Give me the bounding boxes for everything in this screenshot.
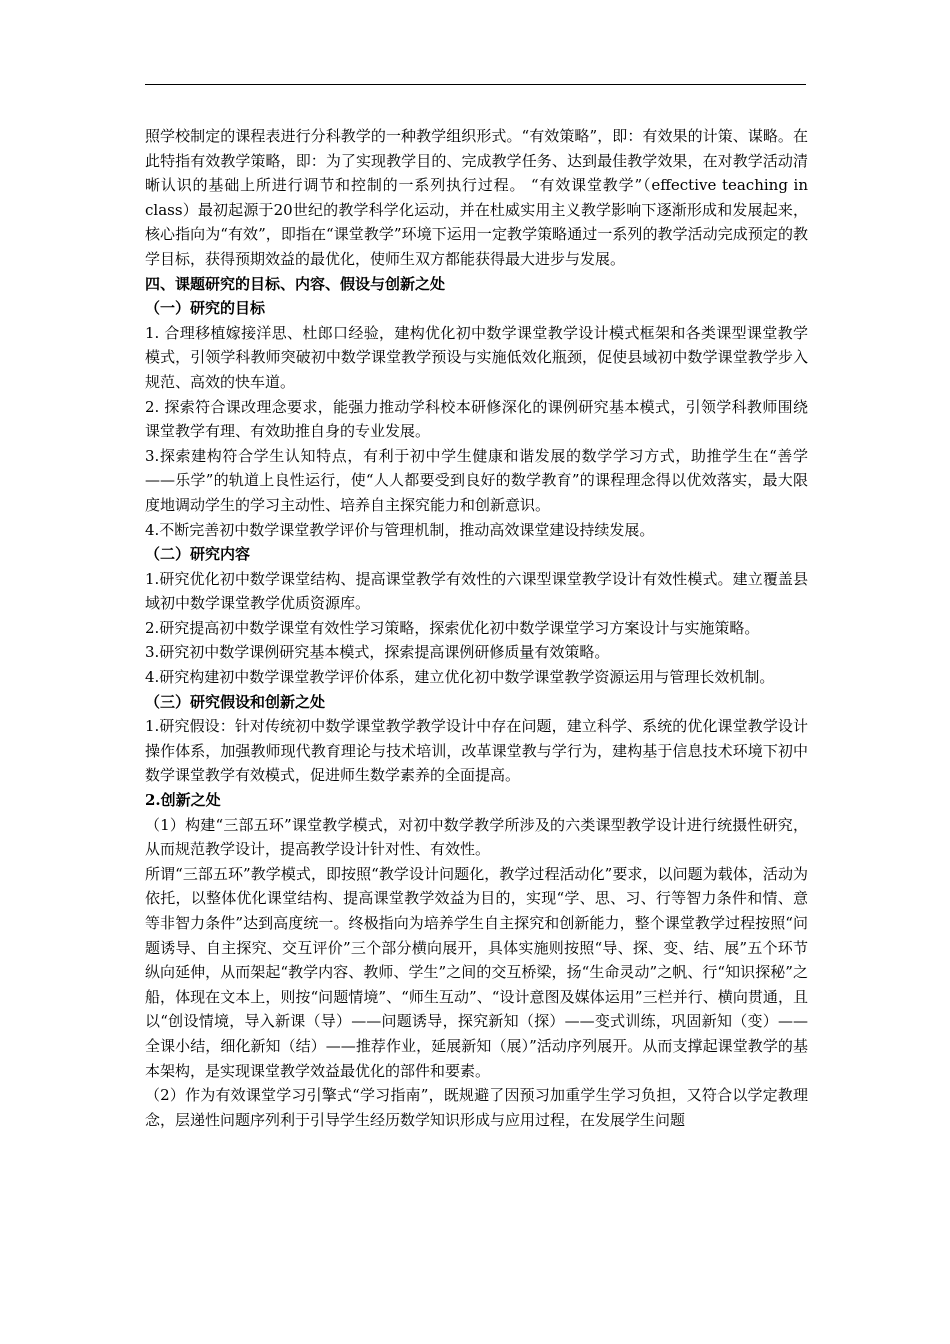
paragraph: 2. 探索符合课改理念要求，能强力推动学科校本研修深化的课例研究基本模式，引领学科教师围绕课堂教学有理、有效助推自身的专业发展。: [145, 397, 808, 441]
paragraph: 1.研究优化初中数学课堂结构、提高课堂教学有效性的六课型课堂教学设计有效性模式。建立覆盖县域初中数学课堂教学优质资源库。: [145, 569, 808, 613]
paragraph: 照学校制定的课程表进行分科教学的一种教学组织形式。“有效策略”，即：有效果的计策、谋略。在此特指有效教学策略，即：为了实现教学目的、完成教学任务、达到最佳教学效果，在对教学活动清晰认识的基础上所进行调节和控制的一系列执行过程。 “有效课堂教学”（effective teaching in class）最初起源于20世纪的教学科学化运动，并在杜威实用主义教学影响下逐渐形成和发展起来，核心指向为“有效”，即指在“课堂教学”环境下运用一定教学策略通过一系列的教学活动完成预定的教学目标，获得预期效益的最优化，使师生双方都能获得最大进步与发展。: [145, 127, 808, 268]
paragraph: 1. 合理移植嫁接洋思、杜郎口经验，建构优化初中数学课堂教学设计模式框架和各类课型课堂教学模式，引领学科教师突破初中数学课堂教学预设与实施低效化瓶颈，促使县域初中数学课堂教学步入规范、高效的快车道。: [145, 323, 808, 391]
paragraph: 所谓“三部五环”教学模式，即按照“教学设计问题化，教学过程活动化”要求，以问题为载体，活动为依托，以整体优化课堂结构、提高课堂教学效益为目的，实现“学、思、习、行等智力条件和情、意等非智力条件”达到高度统一。终极指向为培养学生自主探究和创新能力，整个课堂教学过程按照“问题诱导、自主探究、交互评价”三个部分横向展开，具体实施则按照“导、探、变、结、展”五个环节纵向延伸，从而架起“教学内容、教师、学生”之间的交互桥梁，扬“生命灵动”之帆、行“知识探秘”之船，体现在文本上，则按“问题情境”、“师生互动”、“设计意图及媒体运用”三栏并行、横向贯通，且以“创设情境，导入新课（导）——问题诱导，探究新知（探）——变式训练，巩固新知（变）——全课小结，细化新知（结）——推荐作业，延展新知（展）”活动序列展开。从而支撑起课堂教学的基本架构，是实现课堂教学效益最优化的部件和要素。: [145, 864, 808, 1080]
paragraph: 4.不断完善初中数学课堂教学评价与管理机制，推动高效课堂建设持续发展。: [145, 520, 655, 539]
paragraph: （1）构建“三部五环”课堂教学模式，对初中数学教学所涉及的六类课型教学设计进行统摄性研究，从而规范教学设计，提高教学设计针对性、有效性。: [145, 815, 808, 859]
paragraph: 1.研究假设：针对传统初中数学课堂教学教学设计中存在问题，建立科学、系统的优化课堂教学设计操作体系，加强教师现代教育理论与技术培训，改革课堂教与学行为，建构基于信息技术环境下初中数学课堂教学有效模式，促进师生数学素养的全面提高。: [145, 717, 808, 785]
paragraph: 3.研究初中数学课例研究基本模式，探索提高课例研修质量有效策略。: [145, 643, 610, 662]
paragraph: 3.探索建构符合学生认知特点，有利于初中学生健康和谐发展的数学学习方式，助推学生在“善学——乐学”的轨道上良性运行，使“人人都要受到良好的数学教育”的课程理念得以优效落实，最大限度地调动学生的学习主动性、培养自主探究能力和创新意识。: [145, 446, 808, 514]
subsection-heading: （一）研究的目标: [145, 299, 266, 318]
section-heading: 2.创新之处: [145, 791, 221, 810]
section-heading: 四、课题研究的目标、内容、假设与创新之处: [145, 274, 446, 293]
header-rule: [145, 84, 806, 85]
subsection-heading: （三）研究假设和创新之处: [145, 692, 326, 711]
paragraph: 2.研究提高初中数学课堂有效性学习策略，探索优化初中数学课堂学习方案设计与实施策略。: [145, 618, 760, 637]
subsection-heading: （二）研究内容: [145, 545, 251, 564]
document-body: [145, 124, 808, 1132]
paragraph: 4.研究构建初中数学课堂教学评价体系，建立优化初中数学课堂教学资源运用与管理长效机制。: [145, 668, 775, 687]
paragraph: （2）作为有效课堂学习引擎式“学习指南”，既规避了因预习加重学生学习负担，又符合以学定教理念，层递性问题序列利于引导学生经历数学知识形成与应用过程，在发展学生问题: [145, 1086, 808, 1129]
